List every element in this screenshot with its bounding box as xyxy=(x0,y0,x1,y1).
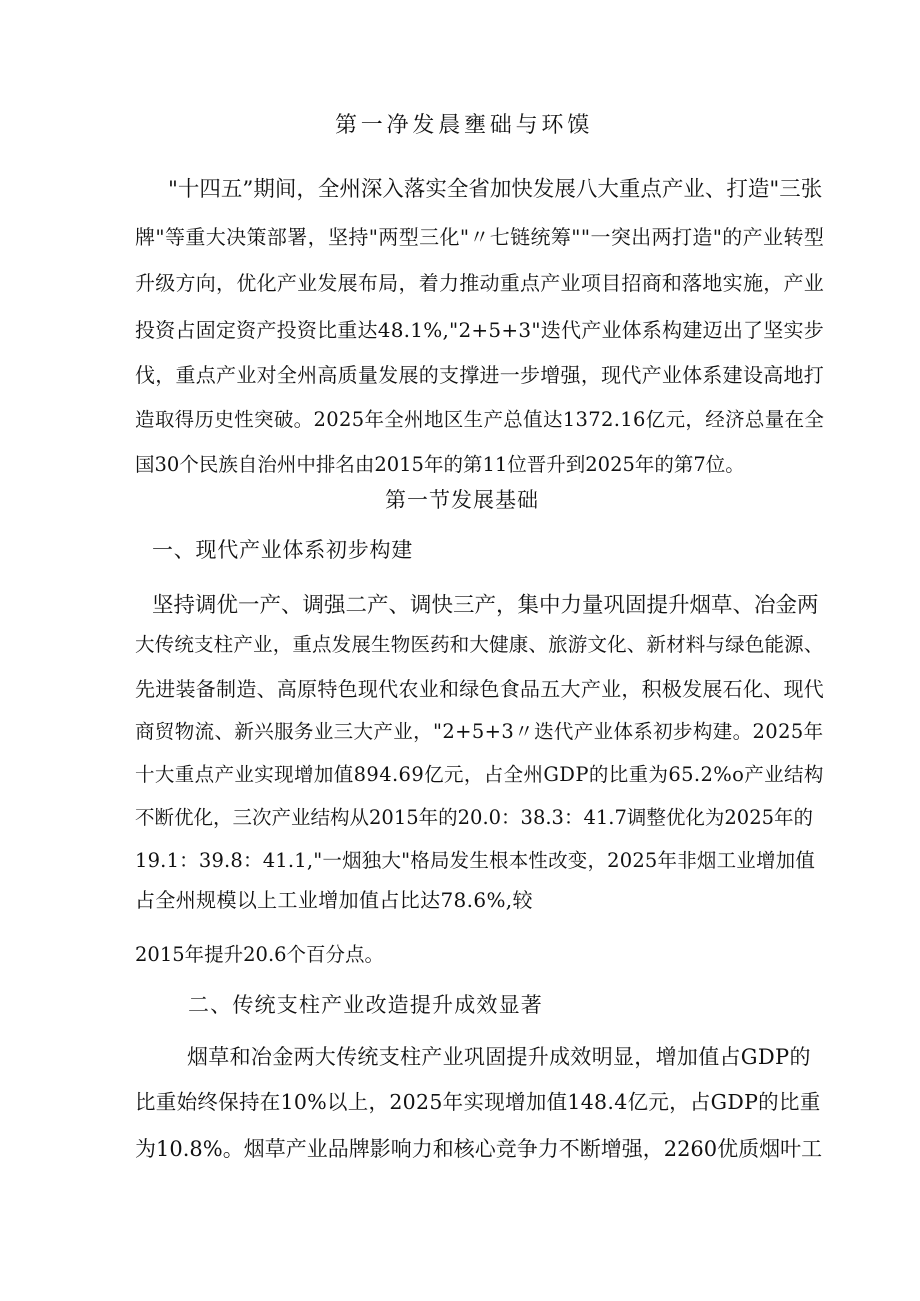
chapter-title: 第一净发晨壅础与环馍 xyxy=(335,113,594,138)
para1-line-5: 伐，重点产业对全州高质量发展的支撑进一步增强，现代产业体系建设高地打 xyxy=(135,363,824,387)
para2-line-6: 不断优化，三次产业结构从2015年的20.0：38.3：41.7调整优化为2025年的 xyxy=(135,806,814,829)
para1-line-6: 造取得历史性突破。2025年全州地区生产总值达1372.16亿元，经济总量在全 xyxy=(135,408,825,431)
para1-line-4: 投资占固定资产投资比重达48.1%,"2+5+3"迭代产业体系构建迈出了坚实步 xyxy=(135,318,824,342)
para2-line-3: 先进装备制造、高原特色现代农业和绿色食品五大产业，积极发展石化、现代 xyxy=(135,677,824,701)
para2-line-7: 19.1：39.8：41.1,"一烟独大"格局发生根本性改变，2025年非烟工业增加值 xyxy=(135,849,816,872)
para2-line-4: 商贸物流、新兴服务业三大产业，"2+5+3〃迭代产业体系初步构建。2025年 xyxy=(135,720,824,743)
para2-tail: 2015年提升20.6个百分点。 xyxy=(135,943,385,966)
para3-line-1: 烟草和冶金两大传统支柱产业巩固提升成效明显，增加值占GDP的 xyxy=(187,1045,811,1069)
para2-line-1: 坚持调优一产、调强二产、调快三产，集中力量巩固提升烟草、冶金两 xyxy=(152,593,819,618)
para2-line-2: 大传统支柱产业，重点发展生物医药和大健康、旅游文化、新材料与绿色能源、 xyxy=(135,633,824,656)
section-title: 第一节发展基础 xyxy=(385,488,539,512)
para1-line-3: 升级方向，优化产业发展布局，着力推动重点产业项目招商和落地实施，产业 xyxy=(135,271,824,295)
para2-line-8: 占全州规模以上工业增加值占比达78.6%,较 xyxy=(135,888,533,912)
heading-1: 一、现代产业体系初步构建 xyxy=(152,538,413,562)
para1-line-7: 国30个民族自治州中排名由2015年的第11位晋升到2025年的第7位。 xyxy=(135,453,745,476)
para3-line-2: 比重始终保持在10%以上，2025年实现增加值148.4亿元，占GDP的比重 xyxy=(135,1090,821,1114)
para1-line-2: 牌"等重大决策部署，坚持"两型三化"〃七链统筹""一突出两打造"的产业转型 xyxy=(135,225,825,249)
para1-line-1: "十四五”期间，全州深入落实全省加快发展八大重点产业、打造"三张 xyxy=(168,177,823,202)
heading-2: 二、传统支柱产业改造提升成效显著 xyxy=(188,993,543,1017)
para2-line-5: 十大重点产业实现增加值894.69亿元，占全州GDP的比重为65.2%o产业结构 xyxy=(135,763,824,786)
para3-line-3: 为10.8%。烟草产业品牌影响力和核心竞争力不断增强，2260优质烟叶工 xyxy=(135,1137,823,1161)
